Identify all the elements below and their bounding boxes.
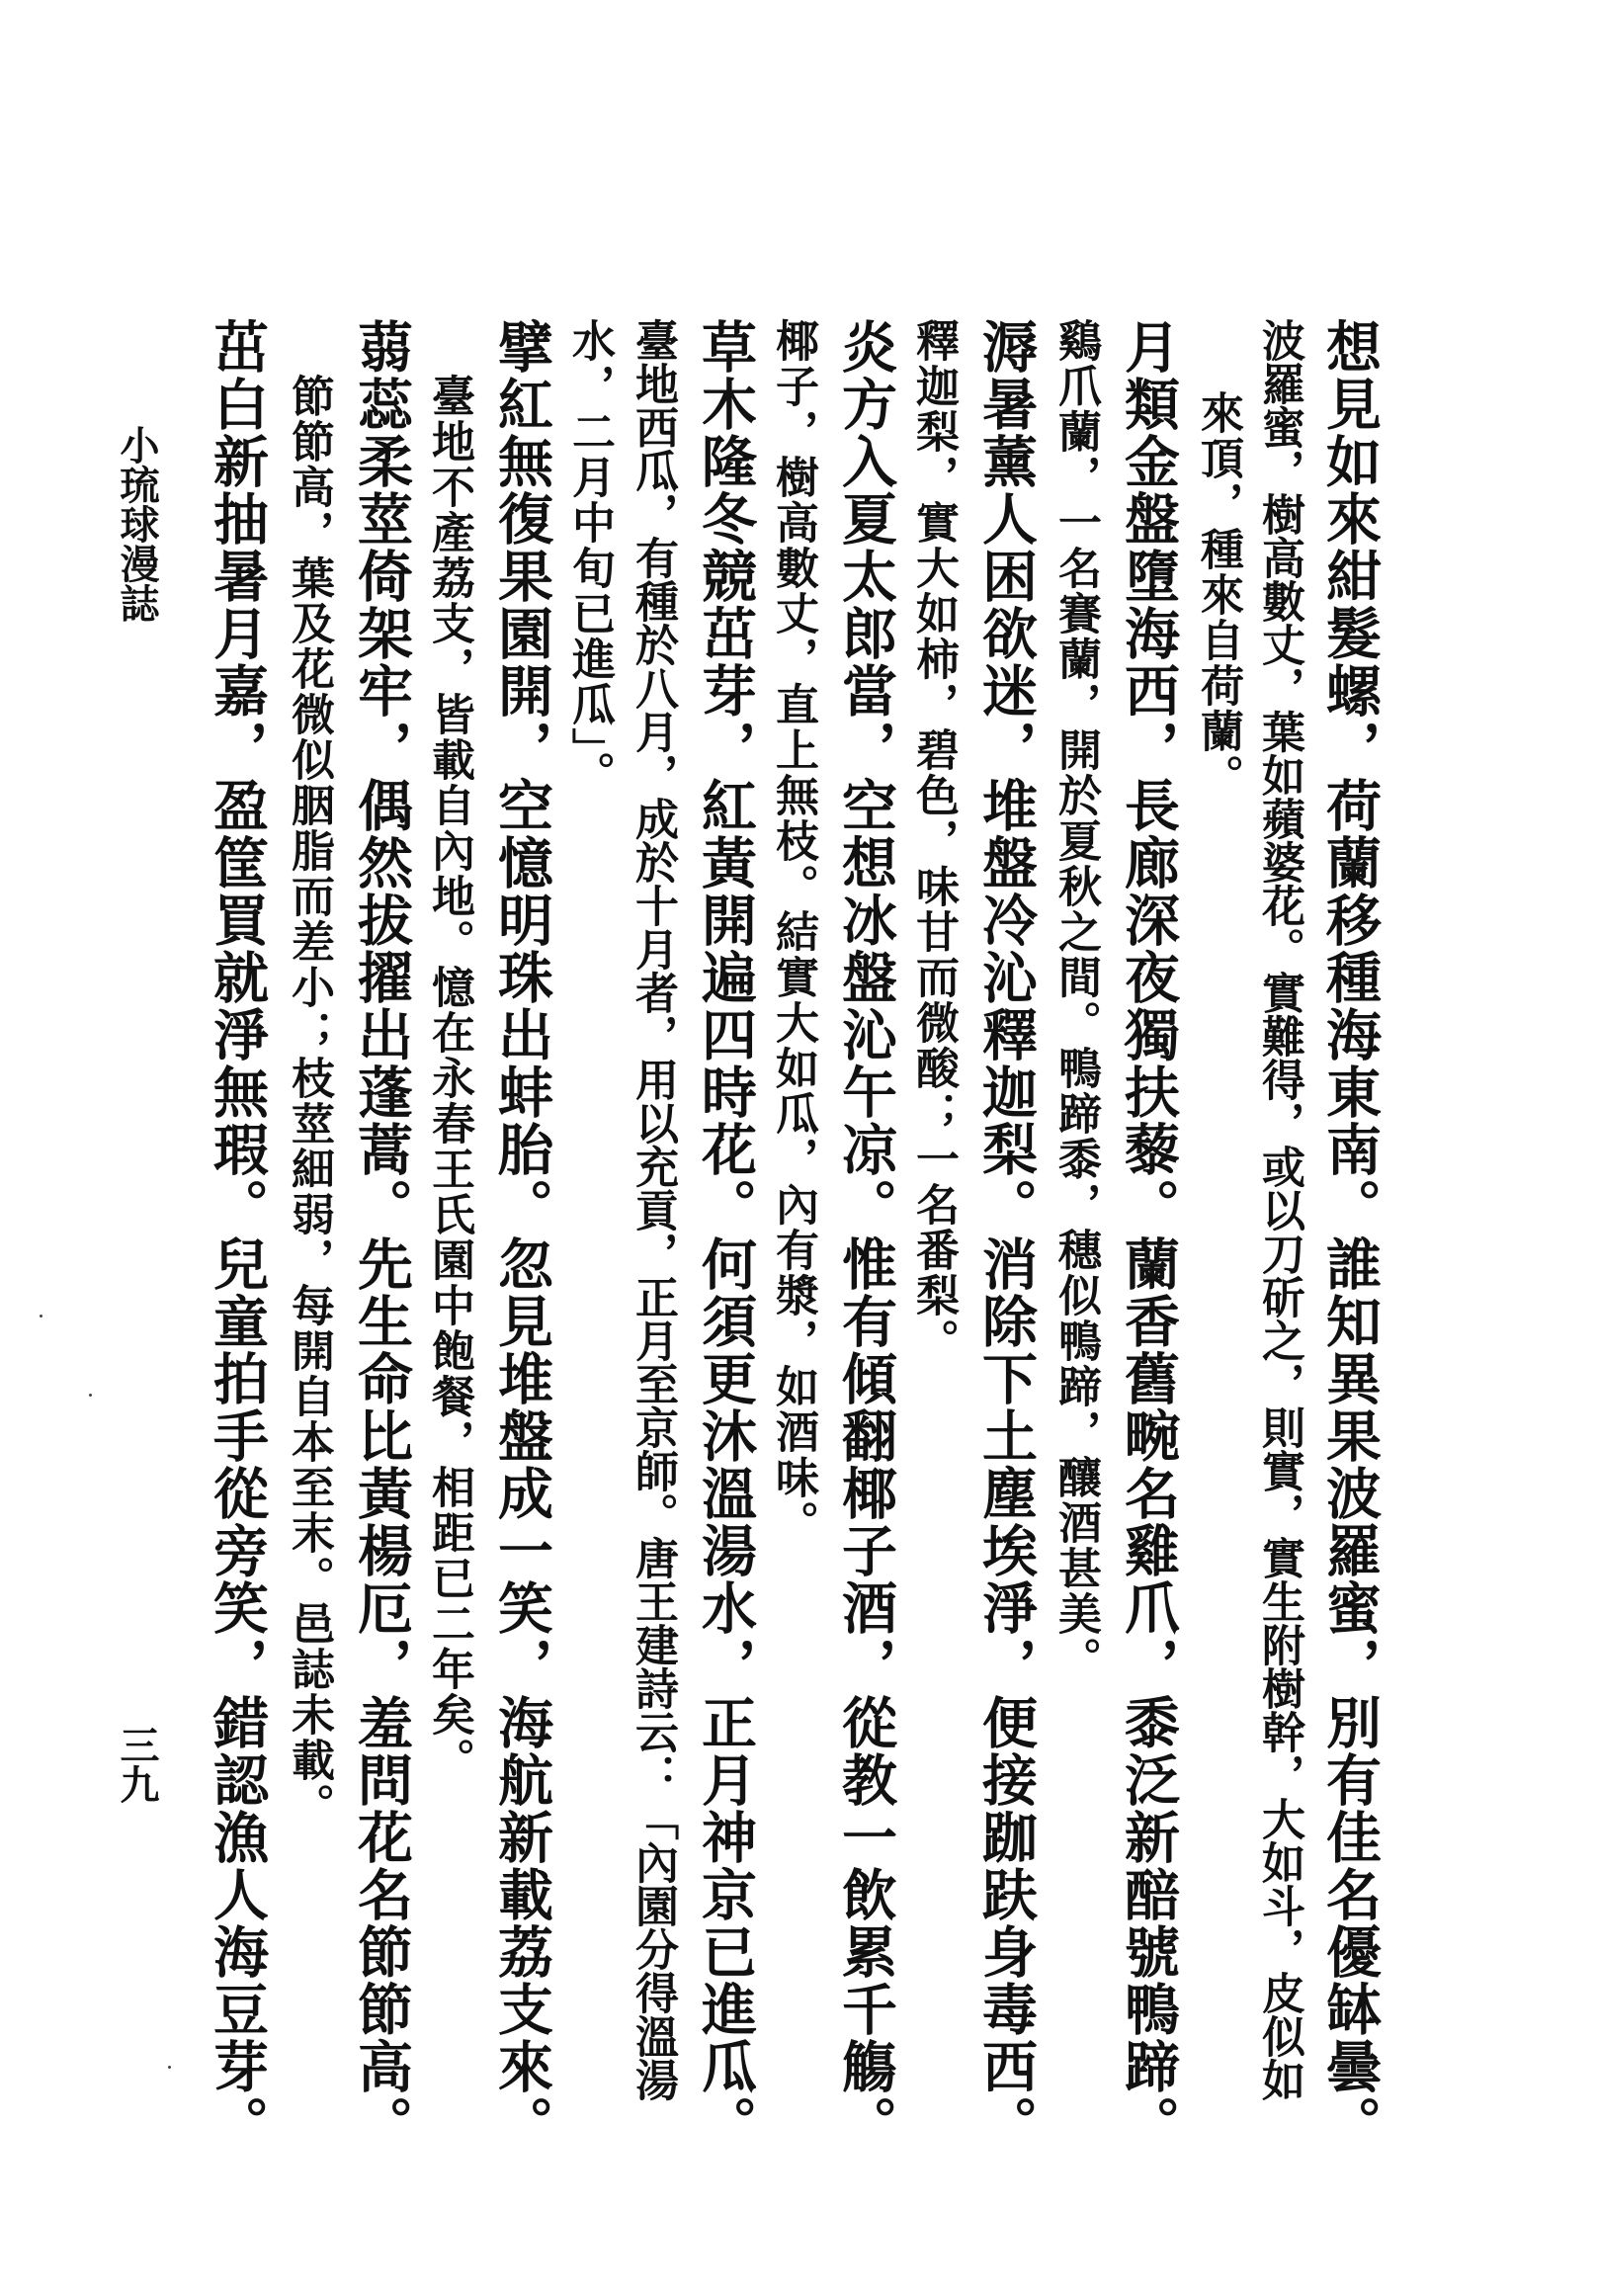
poem-line: 草木隆冬競茁芽，紅黃開遍四時花。何須更沐溫湯水，正月神京已進瓜。 [693,318,758,2153]
poem-line: 溽暑薰人困欲迷，堆盤冷沁釋迦梨。消除下土塵埃淨，便接跏趺身毒西。 [973,318,1039,2153]
poem-line: 炎方入夏太郎當，空想冰盤沁午凉。惟有傾翻椰子酒，從教一飲累千觴。 [833,318,898,2153]
poem-line: 茁白新抽暑月嘉，盈筐買就淨無瑕。兒童拍手從旁笑，錯認漁人海豆芽。 [205,318,270,2153]
print-speck [40,1315,42,1318]
note-line: 鷄爪蘭，一名賽蘭，開於夏秋之間。鴨蹄黍，穗似鴨蹄，釀酒甚美。 [1051,318,1101,1682]
note-line: 來頂，種來自荷蘭。 [1193,390,1243,800]
poem-line: 月類金盤墮海西，長廊深夜獨扶藜。蘭香舊畹名雞爪，黍泛新醅號鴨蹄。 [1116,318,1181,2153]
note-line: 臺地不產荔支，皆載自內地。憶在永春王氏園中飽餐，相距已二年矣。 [424,374,474,1783]
poem-line: 想見如來紺髮螺，荷蘭移種海東南。誰知異果波羅蜜，別有佳名優缽曇。 [1317,318,1383,2153]
note-line: 釋迦梨，實大如柿，碧色，味甘而微酸；一名番梨。 [908,318,959,1364]
book-title: 小琉球漫誌 [114,425,160,623]
poem-line: 蒻蕊柔莖倚架牢，偶然拔擢出蓬蒿。先生命比黃楊厄，羞問花名節節高。 [349,318,414,2153]
print-speck [89,1394,92,1397]
page-number: 三九 [114,1725,160,1804]
note-line: 臺地西瓜，有種於八月，成於十月者，用以充貢，正月至京師。唐王建詩云：「內園分得溫湯 [628,318,678,2101]
note-line: 節節高，葉及花微似胭脂而差小；枝莖細弱，每開自本至末。邑誌未載。 [284,374,334,1828]
note-line: 水，二月中旬已進瓜」。 [564,318,615,797]
note-line: 椰子，樹高數丈，直上無枝。結實大如瓜，內有漿，如酒味。 [768,318,818,1546]
poem-line: 擘紅無復果園開，空憶明珠出蚌胎。忽見堆盤成一笑，海航新載荔支來。 [489,318,554,2153]
note-line: 波羅蜜，樹高數丈，葉如蘋婆花。實難得，或以刀斫之，則實，實生附樹幹，大如斗，皮似如 [1254,318,1304,2101]
print-speck [168,2066,171,2069]
